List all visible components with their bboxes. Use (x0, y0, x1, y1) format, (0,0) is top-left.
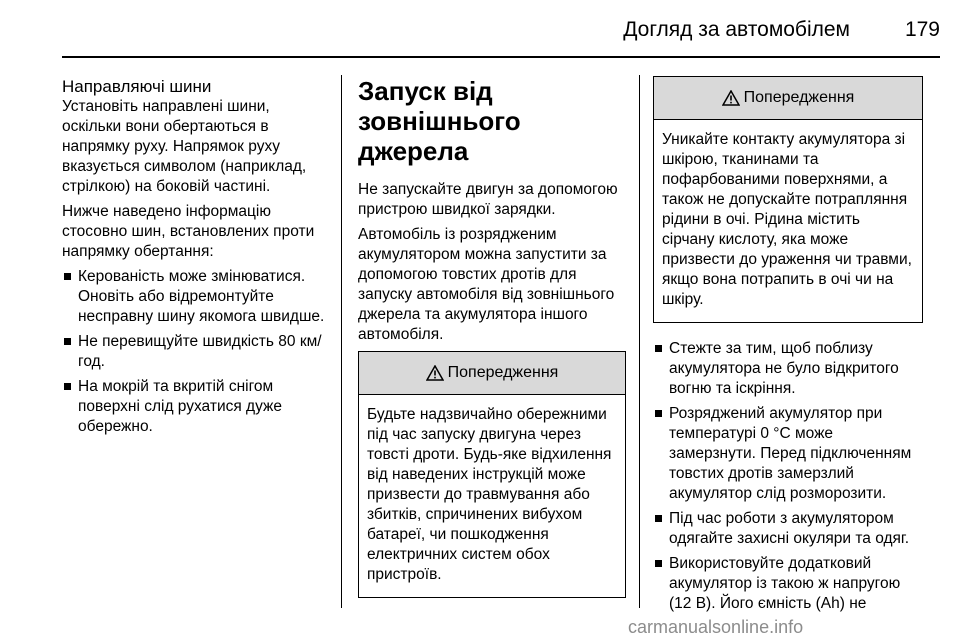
jump-start-heading: Запуск від зовнішнього джерела (358, 76, 521, 166)
list-item: Стежте за тим, щоб поблизу акумулятора не було відкритого вогню та іскріння. (653, 339, 923, 399)
warning-title: Попередження (447, 364, 559, 381)
bullet-list (653, 339, 923, 614)
bullet-icon (64, 338, 71, 345)
list-item: Не перевищуйте швидкість 80 км/год. (62, 332, 332, 372)
page-number: 179 (904, 18, 940, 41)
column-divider (341, 75, 342, 608)
paragraph: Автомобіль із розрядженим акумулятором можна запустити за допомогою товстих дротів для запуску автомобіля від зовнішнього джерела та акумулятора іншого автомобіля. (358, 226, 615, 343)
paragraph: Установіть направлені шини, оскільки вони обертаються в напрямку руху. Напрямок руху вказується символом (наприклад, стрілкою) на боковій частині. (62, 98, 307, 195)
list-item: Під час роботи з акумулятором одягайте захисні окуляри та одяг. (653, 509, 923, 549)
warning-box (358, 351, 626, 598)
paragraph: Не запускайте двигун за допомогою пристрою швидкої зарядки. (358, 181, 618, 218)
warning-text: Уникайте контакту акумулятора зі шкірою, тканинами та пофарбованими поверхнями, а також не допускайте потрапляння рідини в очі. Рідина містить сірчану кислоту, яка може призвести до ураження чи травми, якщо вона потрапить в очі чи на шкіру. (662, 131, 912, 308)
column-left (62, 76, 332, 442)
list-item: Керованість може змінюватися. Оновіть або відремонтуйте несправну шину якомога швидше. (62, 267, 332, 327)
column-divider (639, 75, 640, 608)
warning-header (654, 77, 922, 120)
warning-header (359, 352, 625, 395)
warning-title: Попередження (743, 89, 855, 106)
bullet-icon (64, 273, 71, 280)
list-item: На мокрій та вкритій снігом поверхні слід рухатися дуже обережно. (62, 377, 332, 437)
column-middle (358, 76, 626, 614)
warning-triangle-icon (722, 90, 740, 106)
list-item: Використовуйте додатковий акумулятор із такою ж напругою (12 В). Його ємність (Ah) не (653, 554, 923, 614)
bullet-icon (655, 560, 662, 567)
header-divider (62, 56, 940, 58)
bullet-icon (655, 345, 662, 352)
warning-text: Будьте надзвичайно обережними під час запуску двигуна через товсті дроти. Будь-яке відхилення від наведених інструкцій може призвести до травмування або збитків, спричинених вибухом батареї, чи пошкодження електричних систем обох пристроїв. (367, 406, 612, 583)
bullet-icon (64, 383, 71, 390)
paragraph: Нижче наведено інформацію стосовно шин, встановлених проти напрямку обертання: (62, 203, 315, 260)
warning-triangle-icon (426, 365, 444, 381)
warning-box (653, 76, 923, 323)
section-title: Догляд за автомобілем (623, 18, 850, 41)
bullet-icon (655, 515, 662, 522)
column-right (653, 76, 923, 619)
directional-tyres-heading: Направляючі шини (62, 77, 212, 96)
bullet-icon (655, 410, 662, 417)
watermark: carmanualsonline.info (628, 617, 804, 637)
list-item: Розряджений акумулятор при температурі 0 °С може замерзнути. Перед підключенням товстих дротів замерзлий акумулятор слід розморозити. (653, 404, 923, 504)
bullet-list (62, 267, 332, 437)
